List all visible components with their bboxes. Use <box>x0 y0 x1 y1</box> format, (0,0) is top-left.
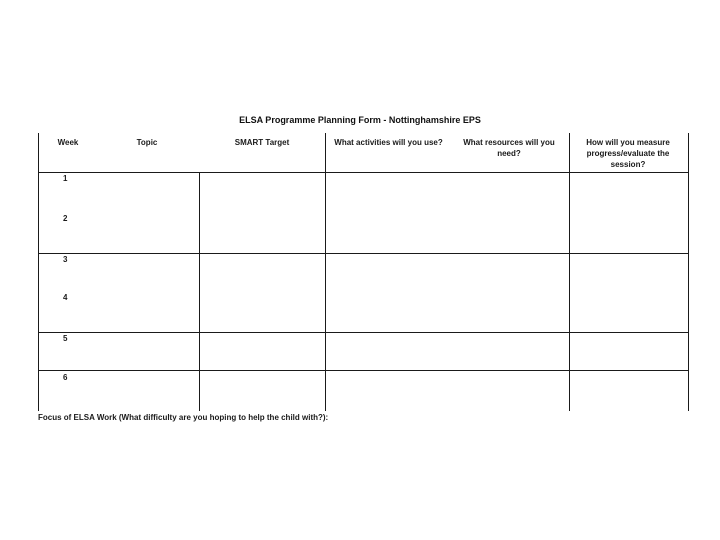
week-number: 6 <box>63 373 68 382</box>
header-topic: Topic <box>136 138 158 147</box>
header-week: Week <box>57 138 79 147</box>
table-divider-activities <box>325 133 326 411</box>
header-activities: What activities will you use? <box>334 138 443 147</box>
header-measure: How will you measure progress/evaluate the session? <box>586 138 670 169</box>
table-border-right <box>688 133 689 411</box>
week-number: 3 <box>63 255 68 264</box>
week-number: 4 <box>63 293 68 302</box>
focus-label: Focus of ELSA Work (What difficulty are you hoping to help the child with?): <box>38 413 329 422</box>
table-divider-measure <box>569 133 570 411</box>
table-divider-smart <box>199 172 200 411</box>
table-rule-weeks-1-2 <box>38 253 688 254</box>
table-rule-week-5 <box>38 370 688 371</box>
header-resources: What resources will you need? <box>463 138 555 158</box>
table-border-left <box>38 133 39 411</box>
form-title: ELSA Programme Planning Form - Nottinghamshire EPS <box>239 115 481 125</box>
header-smart-target: SMART Target <box>234 138 290 147</box>
week-number: 5 <box>63 334 68 343</box>
week-number: 2 <box>63 214 68 223</box>
table-rule-weeks-3-4 <box>38 332 688 333</box>
week-number: 1 <box>63 174 68 183</box>
table-rule-header <box>38 172 688 173</box>
